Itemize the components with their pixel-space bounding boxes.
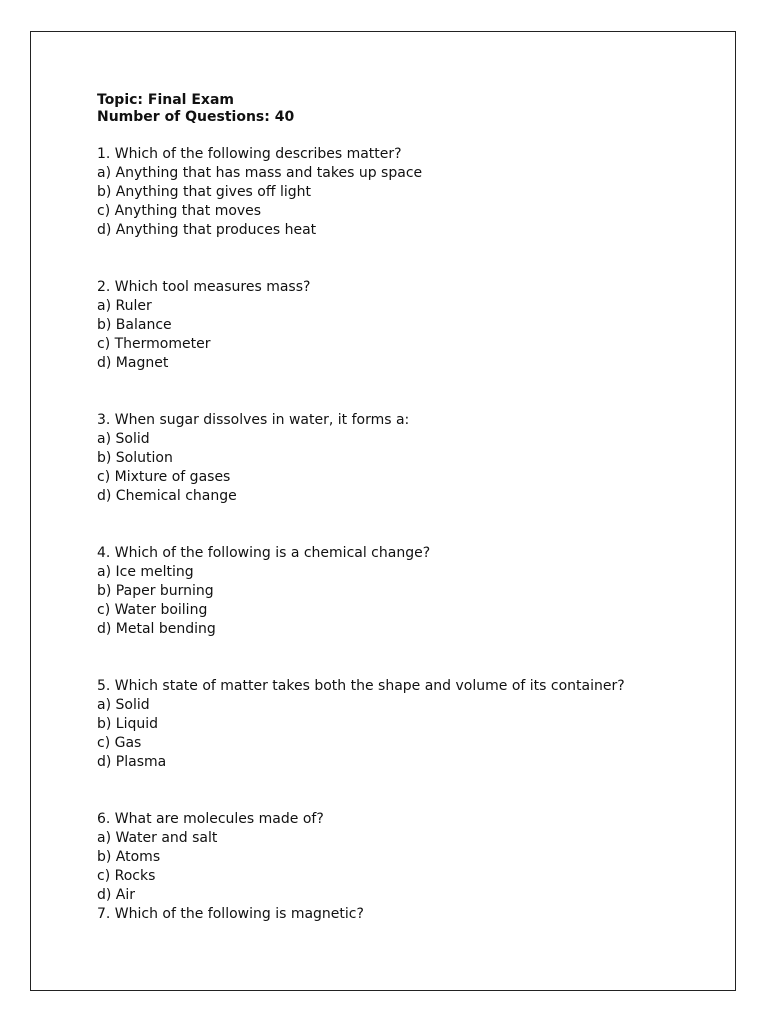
option-a: a) Ruler: [97, 298, 152, 314]
option-c: c) Thermometer: [97, 336, 211, 352]
option-d: d) Plasma: [97, 754, 167, 770]
question-text: 5. Which state of matter takes both the shape and volume of its container?: [97, 678, 625, 694]
question-3: [97, 411, 697, 506]
option-c: c) Anything that moves: [97, 203, 262, 219]
option-b: b) Liquid: [97, 716, 159, 732]
option-b: b) Atoms: [97, 849, 161, 865]
option-d: d) Anything that produces heat: [97, 222, 317, 238]
option-d: d) Chemical change: [97, 488, 237, 504]
option-d: d) Metal bending: [97, 621, 216, 637]
option-c: c) Water boiling: [97, 602, 208, 618]
question-1: [97, 145, 697, 240]
option-d: d) Magnet: [97, 355, 169, 371]
question-text: 7. Which of the following is magnetic?: [97, 906, 364, 922]
question-6: [97, 810, 697, 905]
question-2: [97, 278, 697, 373]
option-b: b) Anything that gives off light: [97, 184, 311, 200]
option-c: c) Gas: [97, 735, 142, 751]
topic-line: Topic: Final Exam: [97, 92, 234, 108]
document-page: [30, 31, 736, 991]
option-b: b) Solution: [97, 450, 173, 466]
option-b: b) Balance: [97, 317, 172, 333]
option-a: a) Water and salt: [97, 830, 218, 846]
option-a: a) Solid: [97, 431, 150, 447]
option-b: b) Paper burning: [97, 583, 214, 599]
question-text: 2. Which tool measures mass?: [97, 279, 311, 295]
option-a: a) Solid: [97, 697, 150, 713]
exam-header: [97, 92, 697, 126]
document-content: [97, 92, 697, 924]
option-c: c) Mixture of gases: [97, 469, 231, 485]
question-5: [97, 677, 697, 772]
question-count-line: Number of Questions: 40: [97, 109, 295, 125]
option-a: a) Ice melting: [97, 564, 194, 580]
option-c: c) Rocks: [97, 868, 156, 884]
option-a: a) Anything that has mass and takes up space: [97, 165, 423, 181]
question-text: 1. Which of the following describes matter?: [97, 146, 402, 162]
question-4: [97, 544, 697, 639]
question-text: 3. When sugar dissolves in water, it forms a:: [97, 412, 410, 428]
question-text: 6. What are molecules made of?: [97, 811, 324, 827]
question-text: 4. Which of the following is a chemical change?: [97, 545, 431, 561]
option-d: d) Air: [97, 887, 136, 903]
question-7: [97, 905, 697, 924]
